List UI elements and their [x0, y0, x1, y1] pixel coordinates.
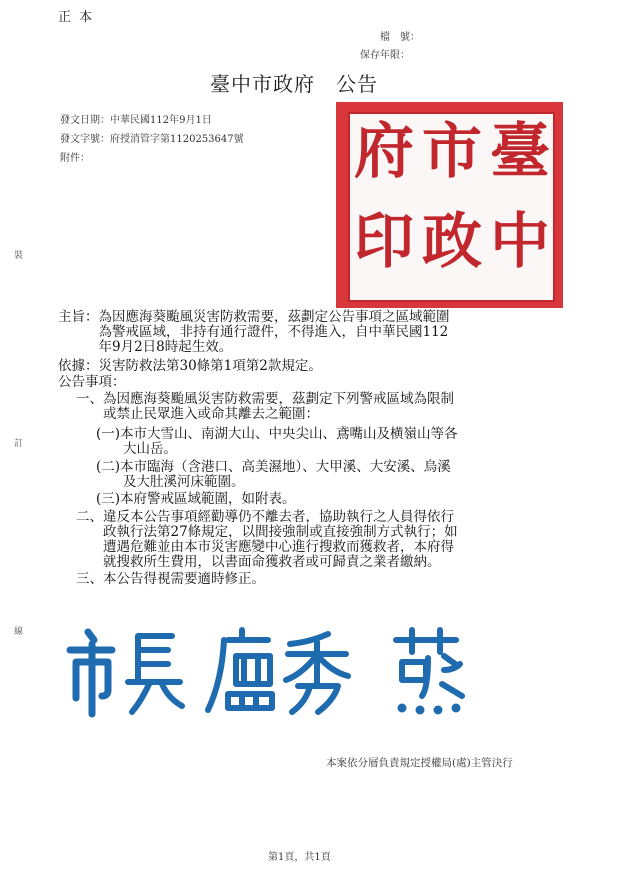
notice-heading: 公告事項： [58, 374, 126, 390]
retention-label: 保存年限： [360, 50, 410, 61]
seal-inner [348, 112, 555, 302]
page-number: 第1頁，共1頁 [268, 852, 331, 863]
seal-char-5: 府 [354, 117, 414, 187]
binding-mark-fold: 訂 [14, 439, 24, 449]
item-1-line-2: 或禁止民眾進入或命其離去之範圍： [76, 406, 319, 422]
item-3: 三、本公告得視需要適時修正。 [76, 571, 265, 587]
basis-line: 依據：災害防救法第30條第1項第2款規定。 [58, 358, 322, 374]
official-seal [336, 102, 563, 308]
item-2-line-2: 政執行法第27條規定，以間接強制或直接強制方式執行；如 [76, 524, 458, 540]
item-1-line-1: 一、為因應海葵颱風災害防救需要，茲劃定下列警戒區域為限制 [76, 391, 454, 407]
attachment-label: 附件： [60, 153, 90, 164]
seal-char-3: 市 [422, 117, 482, 187]
item-2-line-3: 遭遇危難並由本市災害應變中心進行搜救而獲救者，本府得 [76, 539, 454, 555]
seal-char-1: 臺 [490, 117, 550, 187]
seal-char-2: 中 [490, 207, 550, 277]
seal-char-4: 政 [422, 207, 482, 277]
item-2-line-4: 就搜救所生費用，以書面命獲救者或可歸責之業者繳納。 [76, 554, 441, 570]
subitem-2-line-1: (二)本市臨海（含港口、高美濕地）、大甲溪、大安溪、烏溪 [96, 459, 451, 475]
binding-mark-line: 線 [14, 627, 24, 637]
seal-char-6: 印 [354, 207, 414, 277]
subitem-3: (三)本府警戒區域範圍，如附表。 [96, 491, 296, 507]
binding-mark-bind: 裝 [14, 251, 24, 261]
issue-date: 發文日期：中華民國112年9月1日 [60, 115, 212, 126]
item-2-line-1: 二、違反本公告事項經勸導仍不離去者，協助執行之人員得依行 [76, 509, 454, 525]
subitem-2-line-2: 及大肚溪河床範圍。 [96, 474, 245, 490]
subitem-1-line-1: (一)本市大雪山、南湖大山、中央尖山、鳶嘴山及横嶺山等各 [96, 426, 458, 442]
copy-mark: 正 本 [58, 10, 95, 25]
file-number-label: 檔 號： [380, 32, 420, 43]
mayor-signature [66, 622, 496, 718]
document-number: 發文字號：府授消管字第1120253647號 [60, 134, 244, 145]
subject-line-1: 主旨：為因應海葵颱風災害防救需要，茲劃定公告事項之區域範圍 [58, 309, 450, 325]
delegation-note: 本案依分層負責規定授權局(處)主管決行 [326, 757, 513, 769]
subject-line-2: 為警戒區域，非持有通行證件，不得進入，自中華民國112 [58, 324, 449, 340]
subject-line-3: 年9月2日8時起生效。 [58, 339, 233, 355]
subitem-1-line-2: 大山岳。 [96, 441, 177, 457]
page-title: 臺中市政府 公告 [210, 72, 378, 96]
